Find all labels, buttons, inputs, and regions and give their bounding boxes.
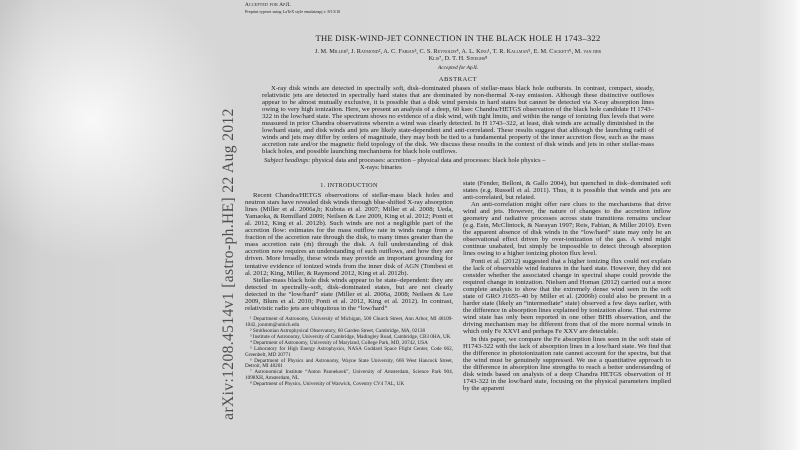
two-column-body (245, 180, 671, 393)
left-column (245, 180, 453, 393)
author-list (245, 48, 671, 62)
footnote-affiliation: ⁷ Astronomical Institute “Anton Pannekoek”, University of Amsterdam, Science Park 904, 1098XH, Amsterdam, NL (245, 369, 453, 382)
abstract-text: X-ray disk winds are detected in spectrally soft, disk–dominated phases of stellar-mass black hole outbursts. In contrast, compact, steady, relativistic jets are detected in spectrally hard states that are dominated by non-thermal X-ray emission. Although these distinctive outflows appear to be almost mutually exclusive, it is possible that a disk wind persists in hard states but cannot be detected via X-ray absorption lines owing to very high ionization. Here, we present an analysis of a deep, 60 ksec Chandra/HETGS observation of the black hole candidate H 1743–322 in the low/hard state. The spectrum shows no evidence of a disk wind, with tight limits, and within the range of ionizing flux levels that were measured in prior Chandra observations wherein a wind was clearly detected. In H 1743–322, at least, disk winds are actually diminished in the low/hard state, and disk winds and jets are likely state-dependent and anti-correlated. These results suggest that although the launching radii of winds and jets may differ by orders of magnitude, they may both be tied to a fundamental property of the inner accretion flow, such as the mass accretion rate and/or the magnetic field topology of the disk. We discuss these results in the context of disk winds and jets in other stellar-mass black holes, and possible launching mechanisms for black hole outflows. (262, 84, 654, 155)
footnote-affiliation: ⁵ Laboratory for High Energy Astrophysics, NASA Goddard Space Flight Center, Code 662, Greenbelt, MD 20771 (245, 345, 453, 358)
footnote-affiliation: ⁸ Department of Physics, University of Warwick, Coventry CV4 7AL, UK (250, 381, 405, 388)
accepted-for-apjl-note: Accepted for ApJL (245, 2, 292, 8)
author-list-line-2: Klis⁷, D. T. H. Steeghs⁸ (428, 54, 488, 62)
abstract-heading: ABSTRACT (438, 75, 478, 83)
affiliation-footnotes (245, 317, 453, 388)
journal-masthead (245, 0, 671, 14)
body-paragraph: state (Fender, Belloni, & Gallo 2004), but quenched in disk–dominated soft states (e.g. Russell et al. 2011). Thus, it is possible that winds and jets are anti-correlated, but related. (463, 179, 671, 201)
paper-title: THE DISK-WIND-JET CONNECTION IN THE BLACK HOLE H 1743–322 (315, 32, 601, 43)
author-list-line-1: J. M. Miller¹, J. Raymond², A. C. Fabian³, C. S. Reynolds⁴, A. L. King¹, T. R. Kallman⁵, E. M. Cackett⁶, M. van der (314, 47, 602, 55)
subject-headings-line-2: X-rays: binaries (360, 163, 402, 171)
body-paragraph: An anti-correlation might offer rare clues to the mechanisms that drive wind and jets. However, the nature of changes to the accretion inflow geometry and radiative processes across state transitions remains unclear (e.g. Esin, McClintock, & Narayan 1997; Reis, Fabian, & Miller 2010). Even the apparent absence of disk winds in the “low/hard” state may only be an observational effect driven by over-ionization of the gas. A wind might continue unabated, but simply be impossible to detect through absorption lines owing to a higher ionizing photon flux level. (463, 200, 671, 258)
subject-headings-line-1 (264, 157, 654, 164)
paper-body (245, 0, 671, 392)
subject-headings-label: Subject headings: (264, 156, 311, 164)
body-paragraph: Stellar-mass black hole disk winds appear to be state–dependent: they are detected in spectrally–soft, disk–dominated states, but are not clearly detected in the “low/hard” state (Miller et al. 2006a, 2008; Neilsen & Lee 2009, Blum et al. 2010; Ponti et al. 2012, King et al. 2012). In contrast, relativistic radio jets are ubiquitous in the “low/hard” (245, 276, 453, 313)
body-paragraph: Ponti et al. (2012) suggested that a higher ionizing flux could not explain the lack of observable wind features in the hard state. However, they did not consider whether the associated change in spectral shape could provide the required change in ionization. Nielsen and Homan (2012) carried out a more complete analysis to show that the extremely dense wind seen in the soft state of GRO J1655–40 by Miller et al. (2006b) could also be present in a harder state (likely an “intermediate” state) observed a few days earlier, with the difference in absorption lines explained by ionization alone. That extreme wind state has only been reported in one other BHB observation, and the driving mechanism may be different from that of the more normal winds in which only Fe XXVI and perhaps Fe XXV are detectable. (463, 257, 671, 336)
subject-headings-text: physical data and processes: accretion – physical data and processes: black hole physics – (312, 156, 546, 164)
right-column (463, 180, 671, 393)
footnote-affiliation: ⁶ Department of Physics and Astronomy, Wayne State University, 666 West Hancock Street, Detroit, MI 48201 (245, 357, 453, 370)
arxiv-identifier-stamp: arXiv:1208.4514v1 [astro-ph.HE] 22 Aug 2012 (220, 108, 237, 420)
section-heading-introduction: 1. INTRODUCTION (320, 181, 378, 189)
preprint-typeset-note: Preprint typeset using LaTeX style emulateapj v. 8/13/10 (245, 8, 341, 14)
accepted-note-italic: Accepted for ApJL (437, 64, 479, 71)
subject-headings (264, 157, 654, 171)
footnote-affiliation: ³ Institute of Astronomy, University of Cambridge, Madingley Road, Cambridge, CB3 0HA, UK (250, 333, 451, 340)
body-paragraph: In this paper, we compare the Fe absorption lines seen in the soft state of H1743-322 with the lack of absorption lines in a low/hard state. We find that the difference in photoionization rate cannot account for the spectra, but that the wind must be genuinely suppressed. We use a quantitative approach to the difference in absorption line strengths to reach a better understanding of disk winds based on analysis of a deep Chandra HETGS observation of H 1743-322 in the low/hard state, focusing on the physical parameters implied by the apparent (463, 335, 671, 393)
footnote-affiliation: ² Smithsonian Astrophysical Observatory, 60 Garden Street, Cambridge, MA, 02138 (250, 328, 426, 334)
footnote-affiliation: ⁴ Department of Astronomy, University of Maryland, College Park, MD, 20742, USA (250, 339, 428, 346)
footnote-affiliation: ¹ Department of Astronomy, University of Michigan, 500 Church Street, Ann Arbor, MI 48109-1042, jonmm@umich.edu (245, 316, 453, 329)
body-paragraph: Recent Chandra/HETGS observations of stellar-mass black holes and neutron stars have revealed disk winds through blue-shifted X-ray absorption lines (Miller et al. 2006a,b; Kubota et al. 2007; Miller et al. 2008; Ueda, Yamaoka, & Remillard 2009; Neilsen & Lee 2009, King et al. 2012; Ponti et al. 2012, King et al. 2012b). Such winds are not a negligible part of the accretion flow: estimates for the mass outflow rate in winds range from a fraction of the accretion rate through the disk, to many times greater than the mass accretion rate (ṁ) through the disk. A full understanding of disk accretion now requires an understanding of such outflows, and how they are driven. More broadly, these winds may provide an important grounding for tentative evidence of ionized winds from the inner disk of AGN (Tombesi et al. 2012; King, Miller, & Raymond 2012, King et al. 2012b). (245, 191, 453, 277)
